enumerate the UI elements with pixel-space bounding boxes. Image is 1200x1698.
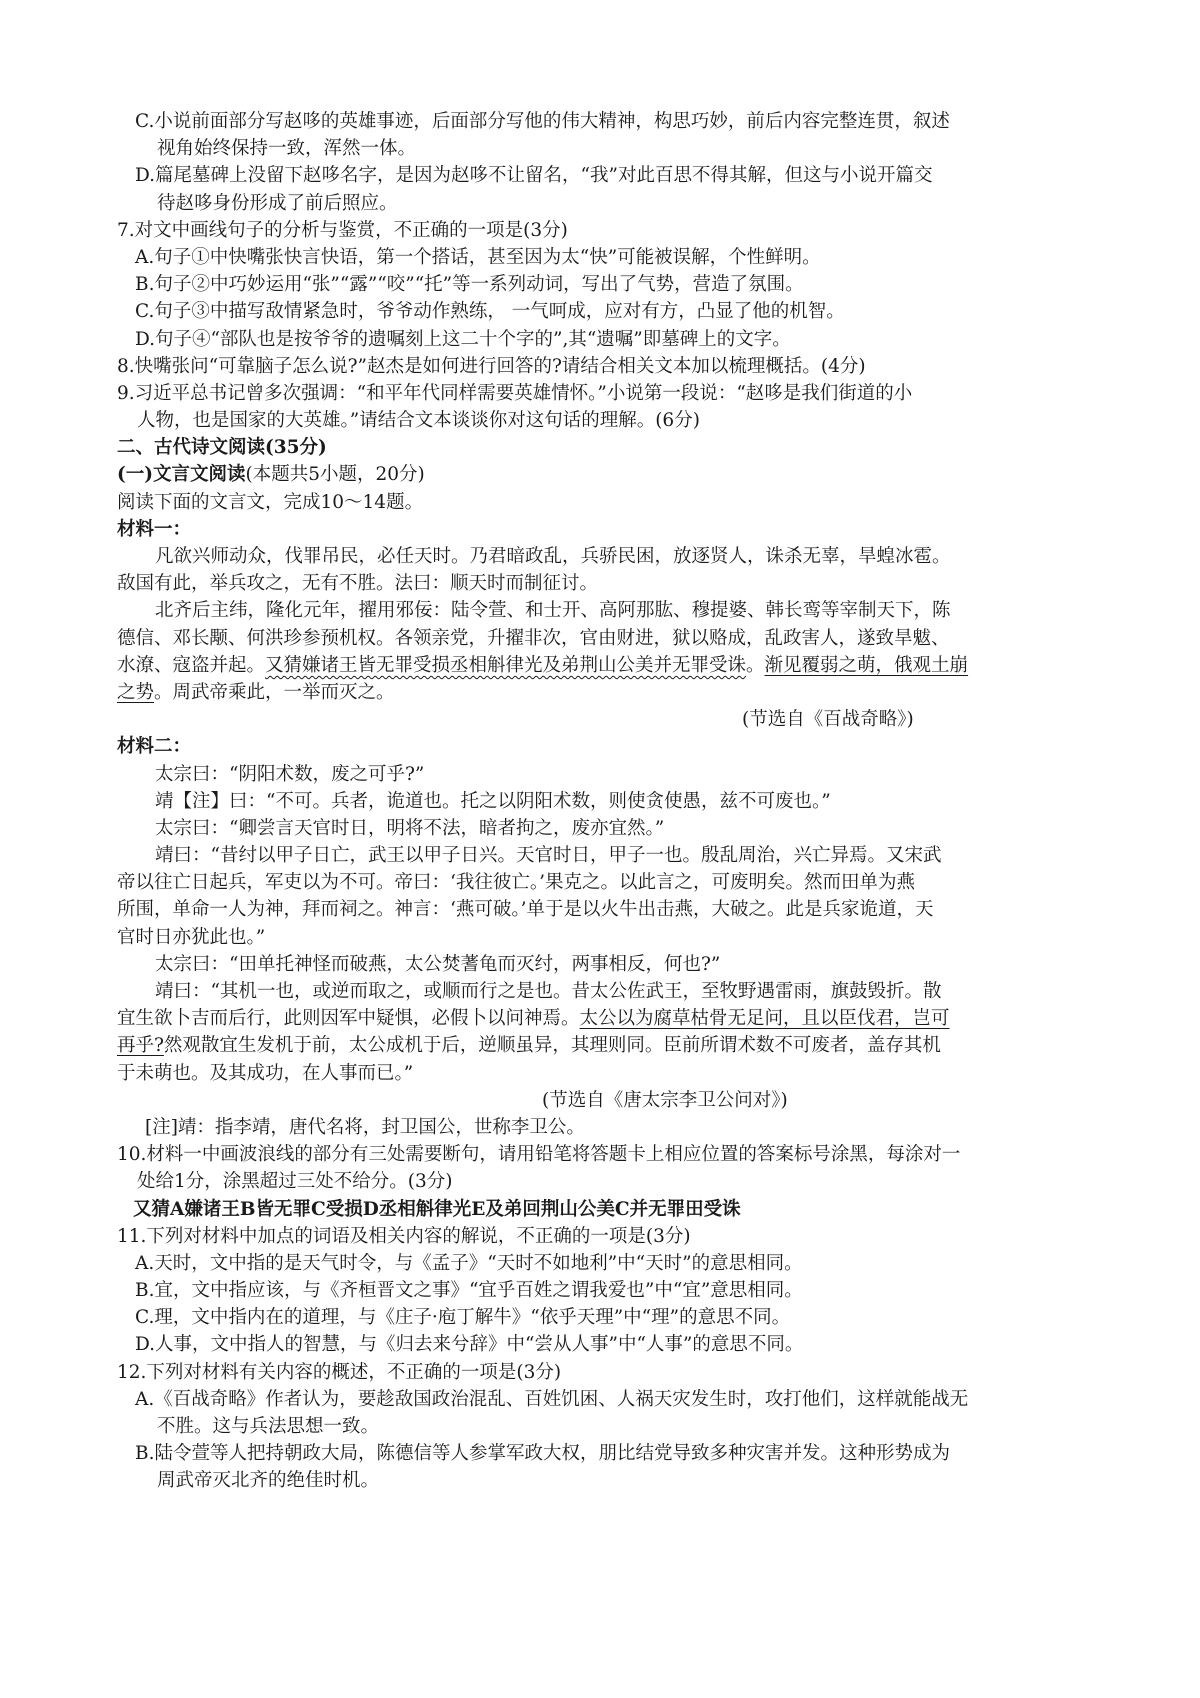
text-segment: 水潦、寇盗并起。 (117, 654, 266, 676)
material-2-title: 材料二： (117, 736, 192, 758)
q9-line2: 人物，也是国家的大英雄。”请结合文本谈谈你对这句话的理解。(6分) (137, 410, 700, 432)
material-2-line2: 靖【注】曰：“不可。兵者，诡道也。托之以阴阳术数，则使贪使愚，兹不可废也。” (155, 790, 831, 812)
material-2-line10 (117, 1005, 1077, 1032)
underlined-sentence-end: 再乎? (117, 1035, 164, 1057)
material-2-line9: 靖曰：“其机一也，或逆而取之，或顺而行之是也。昔太公佐武王，至牧野遇雷雨，旗鼓毁折。散 (155, 981, 942, 1002)
q7-option-a: A.句子①中快嘴张快言快语，第一个搭话，甚至因为太“快”可能被误解，个性鲜明。 (135, 246, 821, 268)
material-1-p2-line2: 德信、邓长颙、何洪珍参预机权。各领亲党，升擢非次，官由财进，狱以赂成，乱政害人，遂致旱魃、 (117, 627, 950, 649)
q7-stem: 7.对文中画线句子的分析与鉴赏，不正确的一项是(3分) (117, 219, 568, 241)
q11-stem: 11.下列对材料中加点的词语及相关内容的解说，不正确的一项是(3分) (117, 1225, 691, 1247)
q6-option-d-line1: D.篇尾墓碑上没留下赵哆名字，是因为赵哆不让留名，“我”对此百思不得其解，但这与小说开篇交 (135, 165, 933, 187)
material-1-p2-line3 (117, 652, 1077, 679)
underlined-sentence: 渐见覆弱之萌，俄观土崩 (764, 654, 969, 676)
material-2-line8: 太宗曰：“田单托神怪而破燕，太公焚蓍龟而灭纣，两事相反，何也?” (155, 953, 721, 975)
material-2-line11 (117, 1032, 1077, 1059)
section-heading-classical: 二、古代诗文阅读(35分) (117, 437, 327, 459)
q12-option-a-line1: A.《百战奇略》作者认为，要趁敌国政治混乱、百姓饥困、人祸天灾发生时，攻打他们，这样就能战无 (135, 1388, 969, 1410)
q9-line1: 9.习近平总书记曾多次强调：“和平年代同样需要英雄情怀。”小说第一段说：“赵哆是我们街道的小 (117, 382, 913, 404)
material-1-p2-line4 (117, 679, 1077, 706)
q6-option-c-line1: C.小说前面部分写赵哆的英雄事迹，后面部分写他的伟大精神，构思巧妙，前后内容完整连贯，叙述 (135, 111, 950, 132)
q11-option-b: B.宜，文中指应该，与《齐桓晋文之事》“宜乎百姓之谓我爱也”中“宜”意思相同。 (135, 1280, 803, 1302)
q11-option-d: D.人事，文中指人的智慧，与《归去来兮辞》中“尝从人事”中“人事”的意思不同。 (135, 1334, 804, 1356)
material-2-line12: 于未萌也。及其成功，在人事而已。” (117, 1062, 414, 1084)
material-1-p1-line1: 凡欲兴师动众，伐罪吊民，必任天时。乃君暗政乱，兵骄民困，放逐贤人，诛杀无辜，旱蝗冰雹。 (155, 546, 951, 567)
material-2-line6: 所围，单命一人为神，拜而祠之。神言：‘燕可破。’单于是以火牛出击燕，大破之。此是兵家诡道，天 (117, 899, 934, 921)
q10-sentence: 又猜A嫌诸王B皆无罪C受损D丞相斛律光E及弟回荆山公美C并无罪田受诛 (133, 1198, 741, 1220)
material-1-p2-line1: 北齐后主纬，隆化元年，擢用邪佞：陆令萱、和士开、高阿那肱、穆提婆、韩长鸾等宰制天下，陈 (155, 600, 951, 622)
material-1-p1-line2: 敌国有此，举兵攻之，无有不胜。法曰：顺天时而制征讨。 (117, 573, 599, 595)
material-2-line5: 帝以往亡日起兵，军吏以为不可。帝曰：‘我往彼亡。’果克之。以此言之，可废明矣。然而田单为燕 (117, 872, 916, 894)
q12-option-b-line2: 周武帝灭北齐的绝佳时机。 (157, 1470, 380, 1492)
subsection-note: (本题共5小题，20分) (245, 464, 425, 486)
material-2-line1: 太宗曰：“阴阳术数，废之可乎?” (155, 763, 425, 785)
material-2-line4: 靖曰：“昔纣以甲子日亡，武王以甲子日兴。天官时日，甲子一也。殷乱周治，兴亡异焉。又宋武 (155, 845, 942, 867)
subsection-heading-wenyan (117, 461, 1077, 488)
q6-option-d-line2: 待赵哆身份形成了前后照应。 (157, 192, 398, 214)
underlined-sentence-end: 之势 (117, 681, 155, 703)
material-2-note: [注]靖：指李靖，唐代名将，封卫国公，世称李卫公。 (145, 1116, 585, 1138)
text-segment: 。周武帝乘此，一举而灭之。 (154, 681, 395, 703)
q12-stem: 12.下列对材料有关内容的概述，不正确的一项是(3分) (117, 1361, 562, 1383)
q10-stem-line1: 10.材料一中画波浪线的部分有三处需要断句，请用铅笔将答题卡上相应位置的答案标号涂黑，每涂对一 (117, 1144, 961, 1166)
subsection-title: (一)文言文阅读 (117, 464, 246, 486)
material-1-title: 材料一： (117, 518, 192, 540)
q10-stem-line2: 处给1分，涂黑超过三处不给分。(3分) (137, 1171, 453, 1193)
q11-option-a: A.天时，文中指的是天气时令，与《孟子》“天时不如地利”中“天时”的意思相同。 (135, 1252, 803, 1274)
q6-option-c-line2: 视角始终保持一致，浑然一体。 (157, 138, 417, 160)
material-2-source: (节选自《唐太宗李卫公问对》) (542, 1089, 788, 1111)
exam-page (117, 108, 1077, 1495)
text-segment: 然观散宜生发机于前，太公成机于后，逆顺虽异，其理则同。臣前所谓术数不可废者，盖存其机 (163, 1035, 941, 1057)
q12-option-b-line1: B.陆令萱等人把持朝政大局，陈德信等人参掌军政大权，朋比结党导致多种灾害并发。这种形势成为 (135, 1443, 950, 1465)
underlined-sentence: 太公以为腐草枯骨无足问，且以臣伐君，岂可 (579, 1008, 950, 1030)
q7-option-d: D.句子④“部队也是按爷爷的遗嘱刻上这二十个字的”,其“遗嘱”即墓碑上的文字。 (135, 328, 791, 350)
wavy-underlined-sentence: 又猜嫌诸王皆无罪受损丞相斛律光及弟荆山公美并无罪受诛 (265, 654, 747, 676)
material-2-line3: 太宗曰：“卿尝言天官时日，明将不法，暗者拘之，废亦宜然。” (155, 817, 665, 839)
material-2-line7: 官时日亦犹此也。” (117, 926, 266, 948)
reading-instruction: 阅读下面的文言文，完成10～14题。 (117, 491, 424, 513)
q11-option-c: C.理，文中指内在的道理，与《庄子·庖丁解牛》“依乎天理”中“理”的意思不同。 (135, 1307, 791, 1329)
q7-option-b: B.句子②中巧妙运用“张”“露”“咬”“托”等一系列动词，写出了气势，营造了氛围。 (135, 274, 804, 296)
q12-option-a-line2: 不胜。这与兵法思想一致。 (157, 1416, 380, 1437)
material-1-source: (节选自《百战奇略》) (742, 709, 914, 731)
q8-stem: 8.快嘴张问“可靠脑子怎么说?”赵杰是如何进行回答的?请结合相关文本加以梳理概括。(4分) (117, 355, 866, 377)
text-segment: 宜生欲卜吉而后行，此则因军中疑惧，必假卜以问神焉。 (117, 1008, 580, 1030)
text-segment: 。 (746, 654, 765, 676)
q7-option-c: C.句子③中描写敌情紧急时，爷爷动作熟练， 一气呵成，应对有方，凸显了他的机智。 (135, 301, 845, 323)
